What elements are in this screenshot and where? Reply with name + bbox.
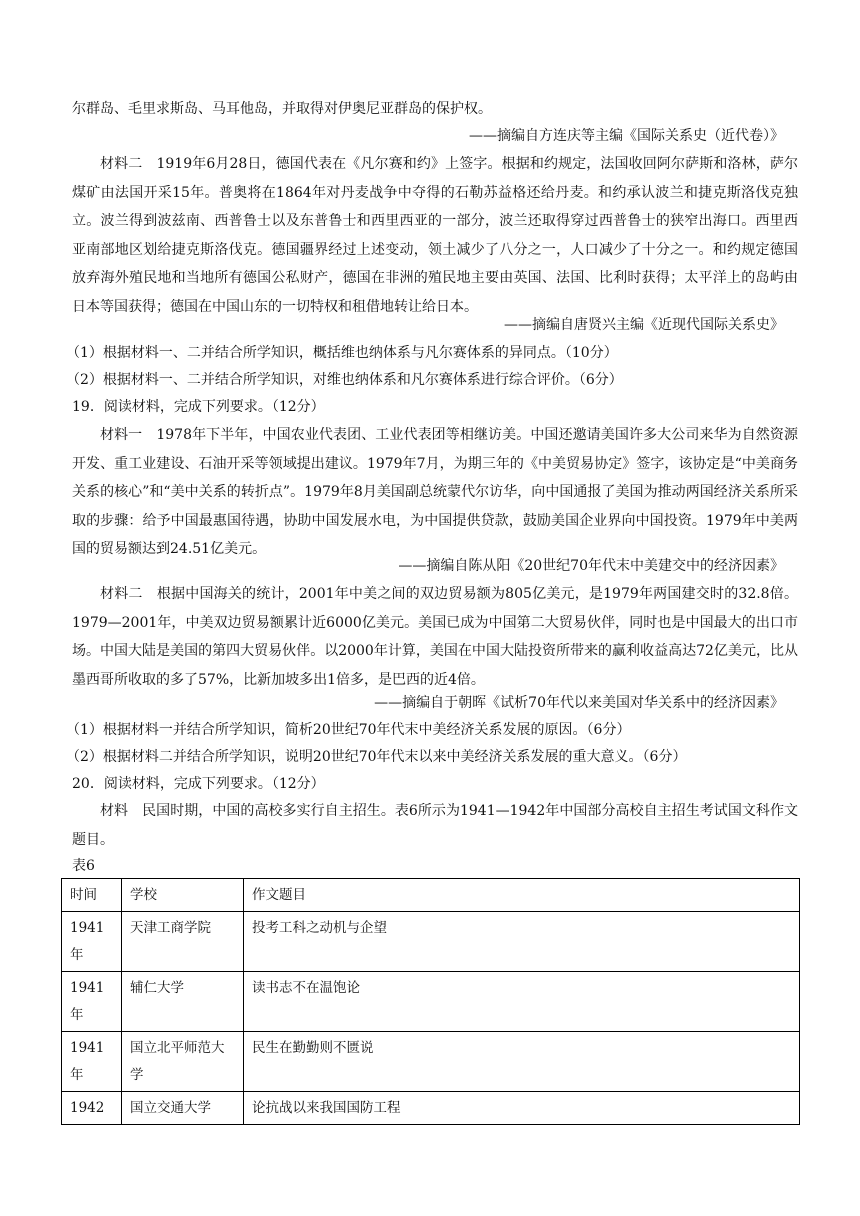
cell-time: 1941年	[62, 1032, 122, 1092]
source-citation-4: ——摘编自于朝晖《试析70年代以来美国对华关系中的经济因素》	[374, 695, 784, 711]
cell-school: 国立北平师范大学	[122, 1032, 244, 1092]
material-18-2: 材料二 1919年6月28日，德国代表在《凡尔赛和约》上签字。根据和约规定，法国收回阿尔萨斯和洛林，萨尔煤矿由法国开采15年。普奥将在1864年对丹麦战争中夺得的石勒苏益格还给丹麦。和约承认波兰和捷克斯洛伐克独立。波兰得到波兹南、西普鲁士以及东普鲁士和西里西亚的一部分，波兰还取得穿过西普鲁士的狭窄出海口。西里西亚南部地区划给捷克斯洛伐克。德国疆界经过上述变动，领土减少了八分之一，人口减少了十分之一。和约规定德国放弃海外殖民地和当地所有德国公私财产，德国在非洲的殖民地主要由英国、法国、比利时获得；太平洋上的岛屿由日本等国获得；德国在中国山东的一切特权和租借地转让给日本。	[72, 156, 798, 315]
question-18-2: （2）根据材料一、二并结合所学知识，对维也纳体系和凡尔赛体系进行综合评价。（6分）	[66, 372, 623, 388]
material-19-1: 材料一 1978年下半年，中国农业代表团、工业代表团等相继访美。中国还邀请美国许多大公司来华为自然资源开发、重工业建设、石油开采等领域提出建议。1979年7月，为期三年的《中美贸易协定》签字，该协定是“中美商务关系的核心”和“美中关系的转折点”。1979年8月美国副总统蒙代尔访华，向中国通报了美国为推动两国经济关系所采取的步骤：给予中国最惠国待遇，协助中国发展水电，为中国提供贷款，鼓励美国企业界向中国投资。1979年中美两国的贸易额达到24.51亿美元。	[72, 427, 798, 557]
material-19-2: 材料二 根据中国海关的统计，2001年中美之间的双边贸易额为805亿美元，是1979年两国建交时的32.8倍。1979—2001年，中美双边贸易额累计近6000亿美元。美国已成为中国第二大贸易伙伴，同时也是中国最大的出口市场。中国大陆是美国的第四大贸易伙伴。以2000年计算，美国在中国大陆投资所带来的赢利收益高达72亿美元，比从墨西哥所收取的多了57%，比新加坡多出1倍多，是巴西的近4倍。	[72, 586, 798, 688]
question-20-heading: 20．阅读材料，完成下列要求。（12分）	[72, 776, 325, 792]
material-20: 材料 民国时期，中国的高校多实行自主招生。表6所示为1941—1942年中国部分高校自主招生考试国文科作文题目。	[72, 803, 798, 848]
cell-time: 1941年	[62, 912, 122, 972]
essay-topics-table	[61, 878, 800, 1125]
cell-school: 国立交通大学	[122, 1092, 244, 1125]
cell-time: 1942	[62, 1092, 122, 1125]
cell-topic: 民生在勤勤则不匮说	[244, 1032, 800, 1092]
question-19-2: （2）根据材料二并结合所学知识，说明20世纪70年代末以来中美经济关系发展的重大意义。（6分）	[66, 749, 687, 765]
table-label: 表6	[72, 858, 95, 874]
cell-topic: 读书志不在温饱论	[244, 972, 800, 1032]
header-topic: 作文题目	[244, 879, 800, 912]
table-row	[62, 1092, 800, 1125]
table-row	[62, 972, 800, 1032]
cell-school: 天津工商学院	[122, 912, 244, 972]
cell-time: 1941年	[62, 972, 122, 1032]
question-18-1: （1）根据材料一、二并结合所学知识，概括维也纳体系与凡尔赛体系的异同点。（10分）	[66, 345, 618, 361]
question-19-heading: 19．阅读材料，完成下列要求。（12分）	[72, 399, 325, 415]
source-citation-3: ——摘编自陈从阳《20世纪70年代末中美建交中的经济因素》	[398, 558, 784, 574]
source-citation-2: ——摘编自唐贤兴主编《近现代国际关系史》	[504, 317, 784, 333]
header-time: 时间	[62, 879, 122, 912]
cell-topic: 投考工科之动机与企望	[244, 912, 800, 972]
cell-school: 辅仁大学	[122, 972, 244, 1032]
cell-topic: 论抗战以来我国国防工程	[244, 1092, 800, 1125]
material-18-1-tail: 尔群岛、毛里求斯岛、马耳他岛，并取得对伊奥尼亚群岛的保护权。	[72, 101, 492, 117]
source-citation-1: ——摘编自方连庆等主编《国际关系史（近代卷）》	[469, 128, 784, 144]
table-row	[62, 1032, 800, 1092]
table-header-row	[62, 879, 800, 912]
question-19-1: （1）根据材料一并结合所学知识，简析20世纪70年代末中美经济关系发展的原因。（6分）	[66, 722, 631, 738]
table-row	[62, 912, 800, 972]
header-school: 学校	[122, 879, 244, 912]
